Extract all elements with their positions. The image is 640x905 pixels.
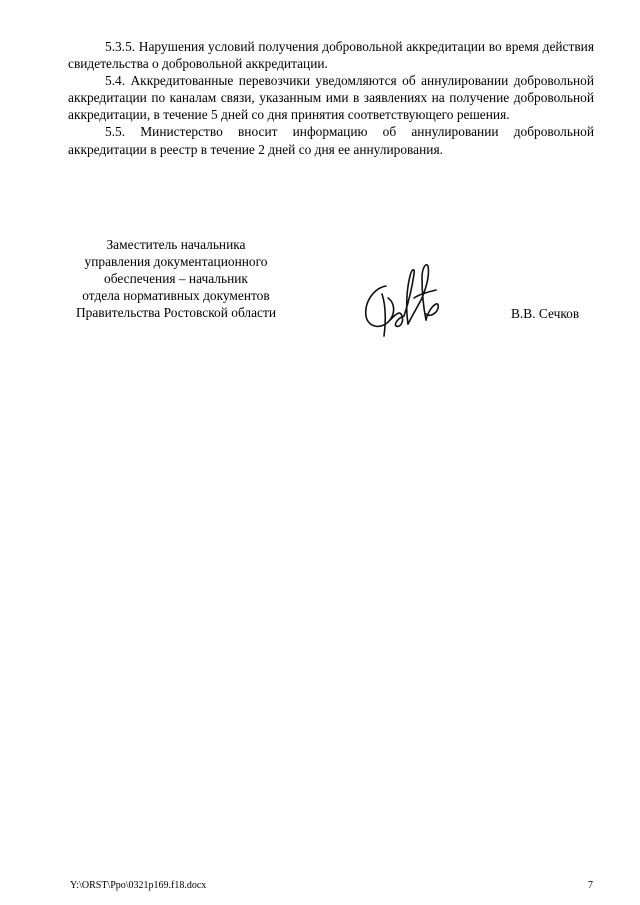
paragraph-5-4: 5.4. Аккредитованные перевозчики уведомляются об аннулировании добровольной аккредитации по каналам связи, указанным ими в заявлениях на получение добровольной аккредитации, в течение 5 дней со дня принятия соответствующего решения.	[68, 73, 594, 123]
position-line: обеспечения – начальник	[104, 271, 248, 286]
paragraph-5-3-5: 5.3.5. Нарушения условий получения добровольной аккредитации во время действия свидетельства о добровольной аккредитации.	[68, 39, 594, 72]
signer-name: В.В. Сечков	[511, 306, 580, 321]
position-line: Заместитель начальника	[106, 237, 246, 252]
handwritten-signature	[356, 258, 442, 340]
position-line: отдела нормативных документов	[82, 288, 270, 303]
page-number: 7	[588, 880, 593, 891]
position-line: Правительства Ростовской области	[75, 305, 277, 320]
signatory-position	[56, 236, 296, 321]
document-body	[68, 38, 594, 158]
paragraph-5-5: 5.5. Министерство вносит информацию об аннулировании добровольной аккредитации в реестр в течение 2 дней со дня ее аннулирования.	[68, 124, 594, 157]
footer-file-path: Y:\ORST\Ppo\0321p169.f18.docx	[70, 880, 207, 891]
position-line: управления документационного	[84, 254, 268, 269]
